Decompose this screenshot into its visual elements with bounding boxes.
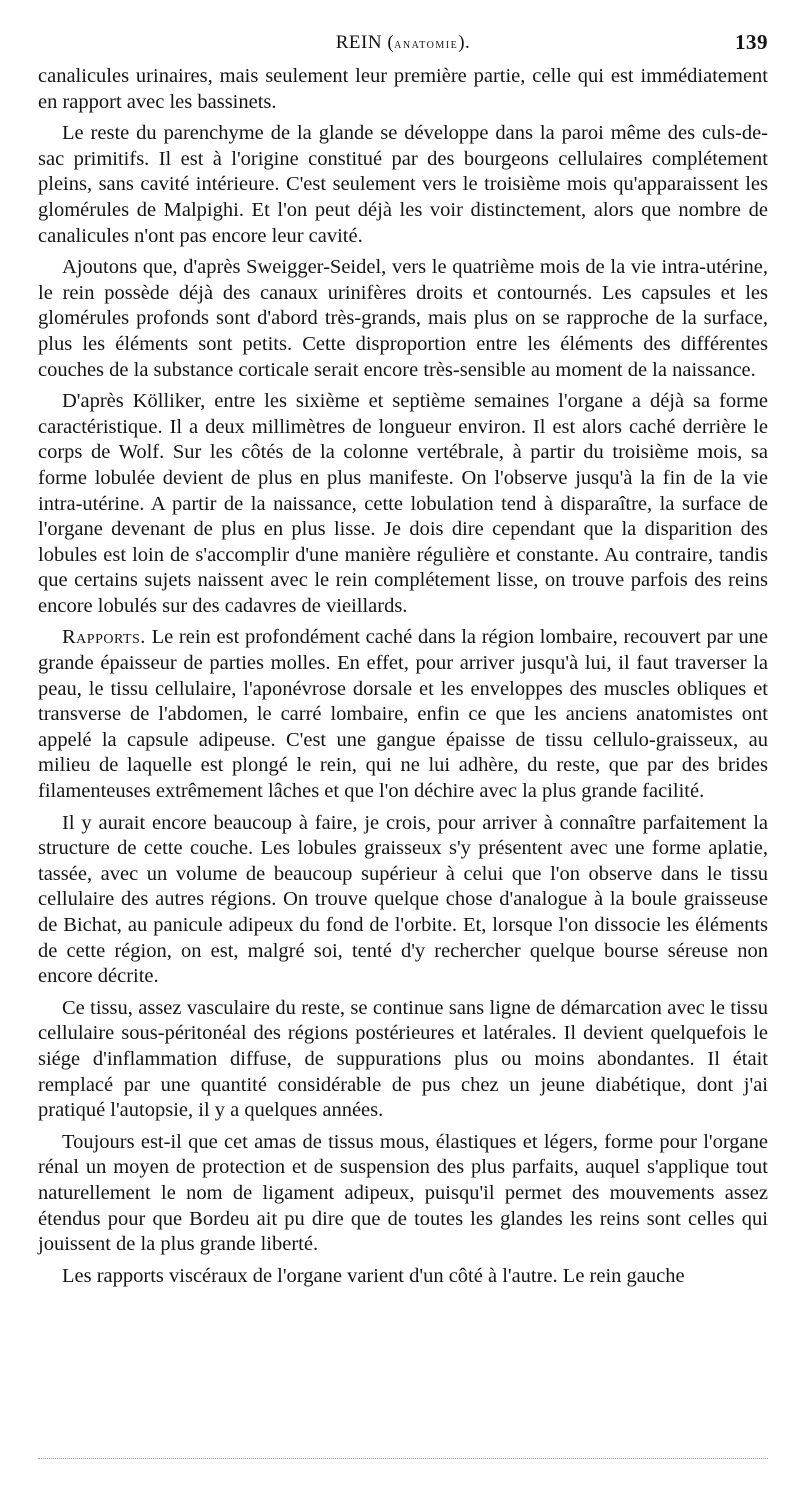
paragraph-7: Ce tissu, assez vasculaire du reste, se continue sans ligne de démarcation avec le tissu cellulaire sous-péritonéal des régions postérieures et latérales. Il devient quelquefois le siége d'inflammation diffuse, de suppurations plus ou moins abondantes. Il était remplacé par une quantité considérable de pus chez un jeune diabétique, dont j'ai pratiqué l'autopsie, il y a quelques années. — [38, 996, 768, 1122]
paragraph-5-text: Le rein est profondément caché dans la région lombaire, recouvert par une grande épaisseur de parties molles. En effet, pour arriver jusqu'à lui, il faut traverser la peau, le tissu cellulaire, l'aponévrose dorsale et les enveloppes des muscles obliques et transverse de l'abdomen, le carré lombaire, enfin ce que les anciens anatomistes ont appelé la capsule adipeuse. C'est une gangue épaisse de tissu cellulo-graisseux, au milieu de laquelle est plongé le rein, qui ne lui adhère, du reste, que par des brides filamenteuses extrêmement lâches et que l'on déchire avec la plus grande facilité. — [38, 626, 768, 803]
running-head — [38, 30, 768, 60]
section-lead-rapports: Rapports. — [62, 626, 146, 649]
paragraph-9: Les rapports viscéraux de l'organe varient d'un côté à l'autre. Le rein gauche — [62, 1264, 685, 1287]
footer-rule — [38, 1458, 768, 1459]
page — [38, 30, 768, 1295]
page-number: 139 — [735, 30, 768, 54]
running-title-subtitle: anatomie — [394, 37, 459, 52]
running-title-main: REIN — [335, 32, 383, 53]
paragraph-2: Le reste du parenchyme de la glande se développe dans la paroi même des culs-de-sac primitifs. Il est à l'origine constitué par des bourgeons cellulaires complétement pleins, sans cavité intérieure. C'est seulement vers le troisième mois qu'apparaissent les glomérules de Malpighi. Et l'on peut déjà les voir distinctement, alors que nombre de canalicules n'ont pas encore leur cavité. — [38, 122, 768, 247]
running-title-close: ). — [458, 32, 471, 53]
paragraph-5 — [38, 625, 768, 804]
body-text — [38, 64, 768, 1289]
paragraph-6: Il y aurait encore beaucoup à faire, je crois, pour arriver à connaître parfaitement la structure de cette couche. Les lobules graisseux s'y présentent avec une forme aplatie, tassée, avec un volume de beaucoup supérieur à celui que l'on observe dans le tissu cellulaire des autres régions. On trouve quelque chose d'analogue à la boule graisseuse de Bichat, au panicule adipeux du fond de l'orbite. Et, lorsque l'on dissocie les éléments de cette région, on est, malgré soi, tenté d'y rechercher quelque bourse séreuse non encore décrite. — [38, 811, 768, 988]
paragraph-3: Ajoutons que, d'après Sweigger-Seidel, vers le quatrième mois de la vie intra-utérine, le rein possède déjà des canaux urinifères droits et contournés. Les capsules et les glomérules profonds sont d'abord très-grands, mais plus on se rapproche de la surface, plus les éléments sont petits. Cette disproportion entre les éléments des différentes couches de la substance corticale serait encore très-sensible au moment de la naissance. — [38, 256, 768, 381]
running-title-open: ( — [382, 32, 395, 53]
running-title — [38, 32, 768, 54]
paragraph-4: D'après Kölliker, entre les sixième et septième semaines l'organe a déjà sa forme caractéristique. Il a deux millimètres de longueur environ. Il est alors caché derrière le corps de Wolf. Sur les côtés de la colonne vertébrale, à partir du troisième mois, sa forme lobulée devient de plus en plus manifeste. On l'observe jusqu'à la fin de la vie intra-utérine. A partir de la naissance, cette lobulation tend à disparaître, la surface de l'organe devenant de plus en plus lisse. Je dois dire cependant que la disparition des lobules est loin de s'accomplir d'une manière régulière et constante. Au contraire, tandis que certains sujets naissent avec le rein complétement lisse, on trouve parfois des reins encore lobulés sur des cadavres de vieillards. — [38, 390, 768, 617]
paragraph-1: canalicules urinaires, mais seulement leur première partie, celle qui est immédiatement en rapport avec les bassinets. — [38, 65, 768, 113]
paragraph-8: Toujours est-il que cet amas de tissus mous, élastiques et légers, forme pour l'organe rénal un moyen de protection et de suspension des plus parfaits, auquel s'applique tout naturellement le nom de ligament adipeux, puisqu'il permet des mouvements assez étendus pour que Bordeu ait pu dire que de toutes les glandes les reins sont celles qui jouissent de la plus grande liberté. — [38, 1130, 768, 1256]
